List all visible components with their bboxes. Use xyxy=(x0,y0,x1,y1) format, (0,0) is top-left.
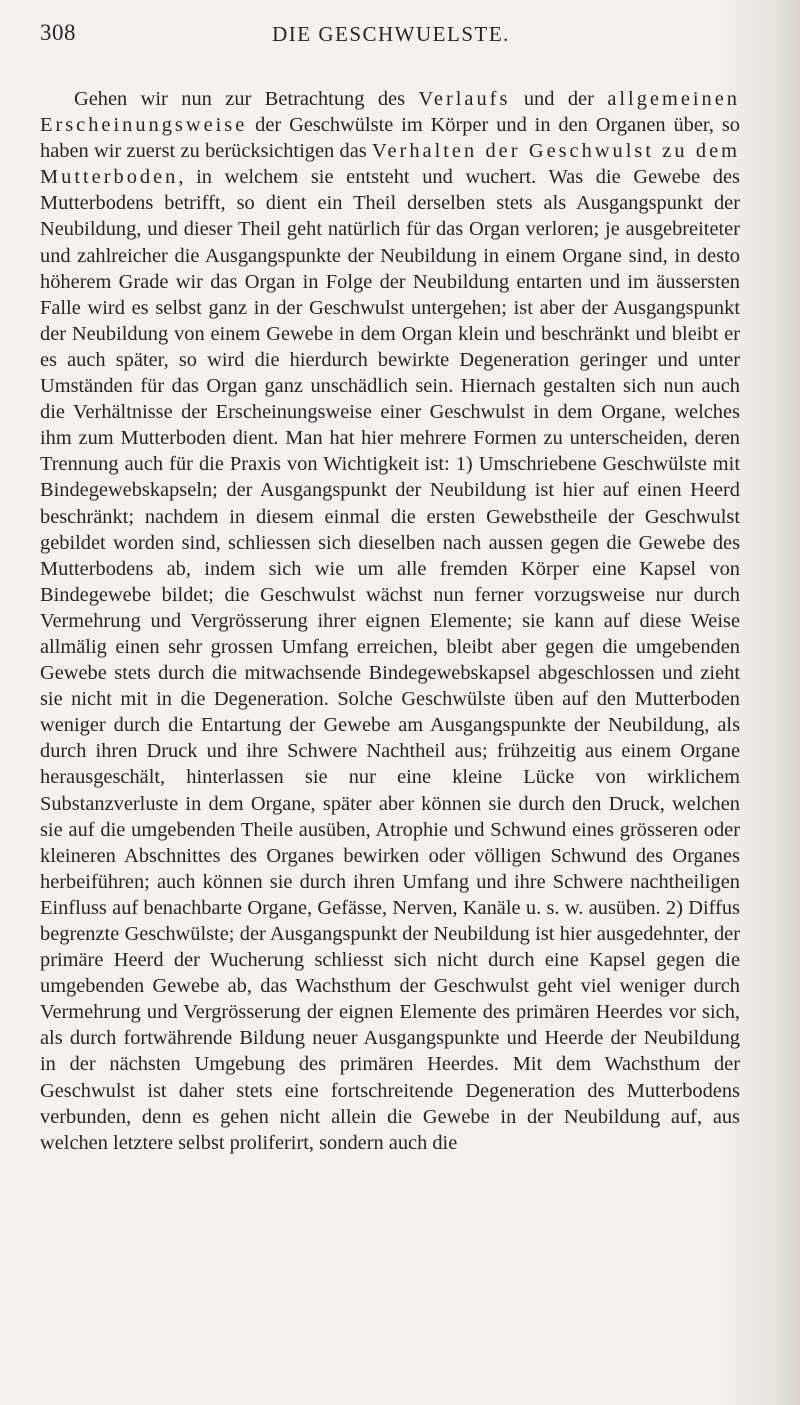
paragraph xyxy=(40,86,740,1156)
text-segment: der Geschwülste im Körper und in den Organen über, so haben wir zuerst zu berücksichtigen das xyxy=(40,114,740,163)
page-header xyxy=(40,20,742,60)
text-segment: und der xyxy=(510,88,608,110)
running-title: DIE GESCHWUELSTE. xyxy=(272,22,510,46)
emphasized-term: allgemeinen Erscheinungsweise xyxy=(40,88,740,137)
emphasized-term: Verlaufs xyxy=(418,88,511,110)
text-segment: Gehen wir nun zur Betrachtung des xyxy=(74,88,419,110)
page-number: 308 xyxy=(40,20,76,45)
body-text xyxy=(40,86,740,1156)
text-segment: , in welchem sie entsteht und wuchert. Was die Gewebe des Mutterbodens betrifft, so dient ein Theil derselben stets als Ausgangspunkt der Neubildung, und dieser Theil geht natürlich für das Organ verloren; je ausgebreiteter und zahlreicher die Ausgangspunkte der Neubildung in einem Organe sind, in desto höherem Grade wir das Organ in Folge der Neubildung entarten und im äussersten Falle wird es selbst ganz in der Geschwulst untergehen; ist aber der Ausgangspunkt der Neubildung von einem Gewebe in dem Organ klein und beschränkt und bleibt er es auch später, so wird die hierdurch bewirkte Degeneration geringer und unter Umständen für das Organ ganz unschädlich sein. Hiernach gestalten sich nun auch die Verhältnisse der Erscheinungsweise einer Geschwulst in dem Organe, welches ihm zum Mutterboden dient. Man hat hier mehrere Formen zu unterscheiden, deren Trennung auch für die Praxis von Wichtigkeit ist: 1) Umschriebene Geschwülste mit Bindegewebskapseln; der Ausgangspunkt der Neubildung ist hier auf einen Heerd beschränkt; nachdem in diesem einmal die ersten Gewebstheile der Geschwulst gebildet worden sind, schliessen sich dieselben nach aussen gegen die Gewebe des Mutterbodens ab, indem sich wie um alle fremden Körper eine Kapsel von Bindegewebe bildet; die Geschwulst wächst nun ferner vorzugsweise nur durch Vermehrung und Vergrösserung ihrer eignen Elemente; sie kann auf diese Weise allmälig einen sehr grossen Umfang erreichen, bleibt aber gegen die umgebenden Gewebe stets durch die mitwachsende Bindegewebskapsel abgeschlossen und zieht sie nicht mit in die Degeneration. Solche Geschwülste üben auf den Mutterboden weniger durch die Entartung der Gewebe am Ausgangspunkte der Neubildung, als durch ihren Druck und ihre Schwere Nachtheil aus; frühzeitig aus einem Organe herausgeschält, hinterlassen sie nur eine kleine Lücke von wirklichem Substanzverluste in dem Organe, später aber können sie durch den Druck, welchen sie auf die umgebenden Theile ausüben, Atrophie und Schwund eines grösseren oder kleineren Abschnittes des Organes bewirken oder völligen Schwund des Organes herbeiführen; auch können sie durch ihren Umfang und ihre Schwere nachtheiligen Einfluss auf benachbarte Organe, Gefässe, Nerven, Kanäle u. s. w. ausüben. 2) Diffus begrenzte Geschwülste; der Ausgangspunkt der Neubildung ist hier ausgedehnter, der primäre Heerd der Wucherung schliesst sich nicht durch eine Kapsel gegen die umgebenden Gewebe ab, das Wachsthum der Geschwulst geht viel weniger durch Vermehrung und Vergrösserung der eignen Elemente des primären Heerdes vor sich, als durch fortwährende Bildung neuer Ausgangspunkte und Heerde der Neubildung in der nächsten Umgebung des primären Heerdes. Mit dem Wachsthum der Geschwulst ist daher stets eine fortschreitende Degeneration des Mutterbodens verbunden, denn es gehen nicht allein die Gewebe in der Neubildung auf, aus welchen letztere selbst proliferirt, sondern auch die xyxy=(40,166,740,1154)
emphasized-term: Verhalten der Geschwulst zu dem Mutterboden xyxy=(40,140,740,189)
